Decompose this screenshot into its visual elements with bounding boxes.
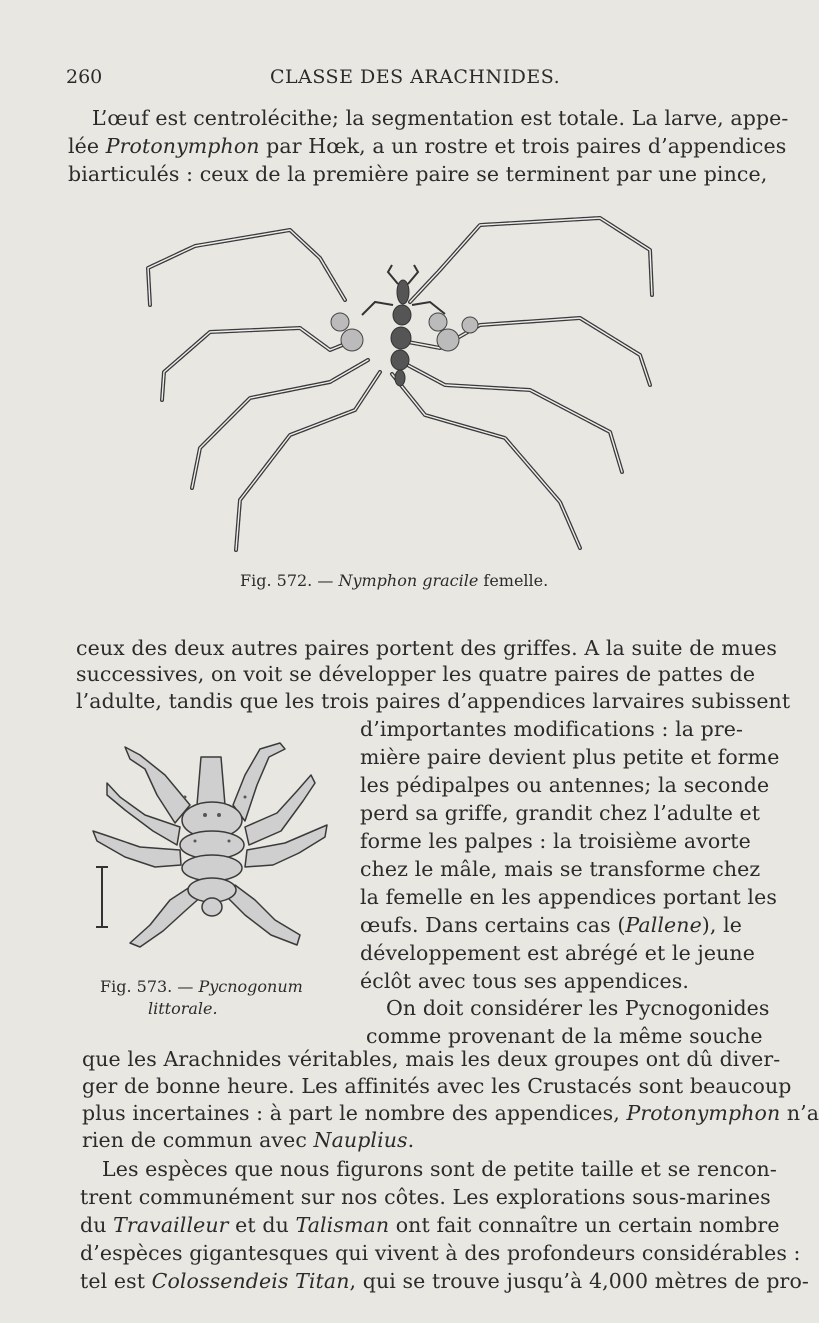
para2-line-11: œufs. Dans certains cas (Pallene), le xyxy=(360,913,743,937)
para2-line-2: successives, on voit se développer les quatre paires de pattes de xyxy=(76,662,756,686)
para1-line-2: lée Protonymphon par Hœk, a un rostre et trois paires d’appendices xyxy=(68,134,787,158)
running-title: CLASSE DES ARACHNIDES. xyxy=(270,66,561,88)
para4-line-1: Les espèces que nous figurons sont de petite taille et se rencon- xyxy=(102,1157,777,1181)
para3-line-5: plus incertaines : à part le nombre des appendices, Protonymphon n’a xyxy=(82,1101,819,1125)
para1-line-1: L’œuf est centrolécithe; la segmentation est totale. La larve, appe- xyxy=(92,106,789,130)
para4-line-3: du Travailleur et du Talisman ont fait connaître un certain nombre xyxy=(80,1213,780,1237)
nymphon-gracile-figure xyxy=(140,210,670,560)
para2-line-1: ceux des deux autres paires portent des griffes. A la suite de mues xyxy=(76,636,777,660)
para2-line-10: la femelle en les appendices portant les xyxy=(360,885,777,909)
fig573-caption-line-1: Fig. 573. — Pycnogonum xyxy=(100,977,303,996)
para3-line-1: On doit considérer les Pycnogonides xyxy=(386,996,770,1020)
para2-line-6: les pédipalpes ou antennes; la seconde xyxy=(360,773,770,797)
para3-line-3: que les Arachnides véritables, mais les deux groupes ont dû diver- xyxy=(82,1047,781,1071)
pycnogonum-littorale-figure xyxy=(85,735,335,965)
fig572-caption: Fig. 572. — Nymphon gracile femelle. xyxy=(240,571,549,590)
para3-line-2: comme provenant de la même souche xyxy=(366,1024,763,1048)
fig573-caption-line-2: littorale. xyxy=(148,999,218,1018)
page-number: 260 xyxy=(66,66,103,88)
para2-line-8: forme les palpes : la troisième avorte xyxy=(360,829,751,853)
para3-line-6: rien de commun avec Nauplius. xyxy=(82,1128,415,1152)
para1-line-3: biarticulés : ceux de la première paire se terminent par une pince, xyxy=(68,162,768,186)
para2-line-3: l’adulte, tandis que les trois paires d’appendices larvaires subissent xyxy=(76,689,791,713)
para4-line-5: tel est Colossendeis Titan, qui se trouve jusqu’à 4,000 mètres de pro- xyxy=(80,1269,809,1293)
para2-line-13: éclôt avec tous ses appendices. xyxy=(360,969,689,993)
para2-line-7: perd sa griffe, grandit chez l’adulte et xyxy=(360,801,761,825)
para4-line-4: d’espèces gigantesques qui vivent à des profondeurs considérables : xyxy=(80,1241,801,1265)
para3-line-4: ger de bonne heure. Les affinités avec les Crustacés sont beaucoup xyxy=(82,1074,792,1098)
para2-line-9: chez le mâle, mais se transforme chez xyxy=(360,857,761,881)
para2-line-12: développement est abrégé et le jeune xyxy=(360,941,755,965)
para2-line-4: d’importantes modifications : la pre- xyxy=(360,717,744,741)
para2-line-5: mière paire devient plus petite et forme xyxy=(360,745,780,769)
para4-line-2: trent communément sur nos côtes. Les explorations sous-marines xyxy=(80,1185,771,1209)
